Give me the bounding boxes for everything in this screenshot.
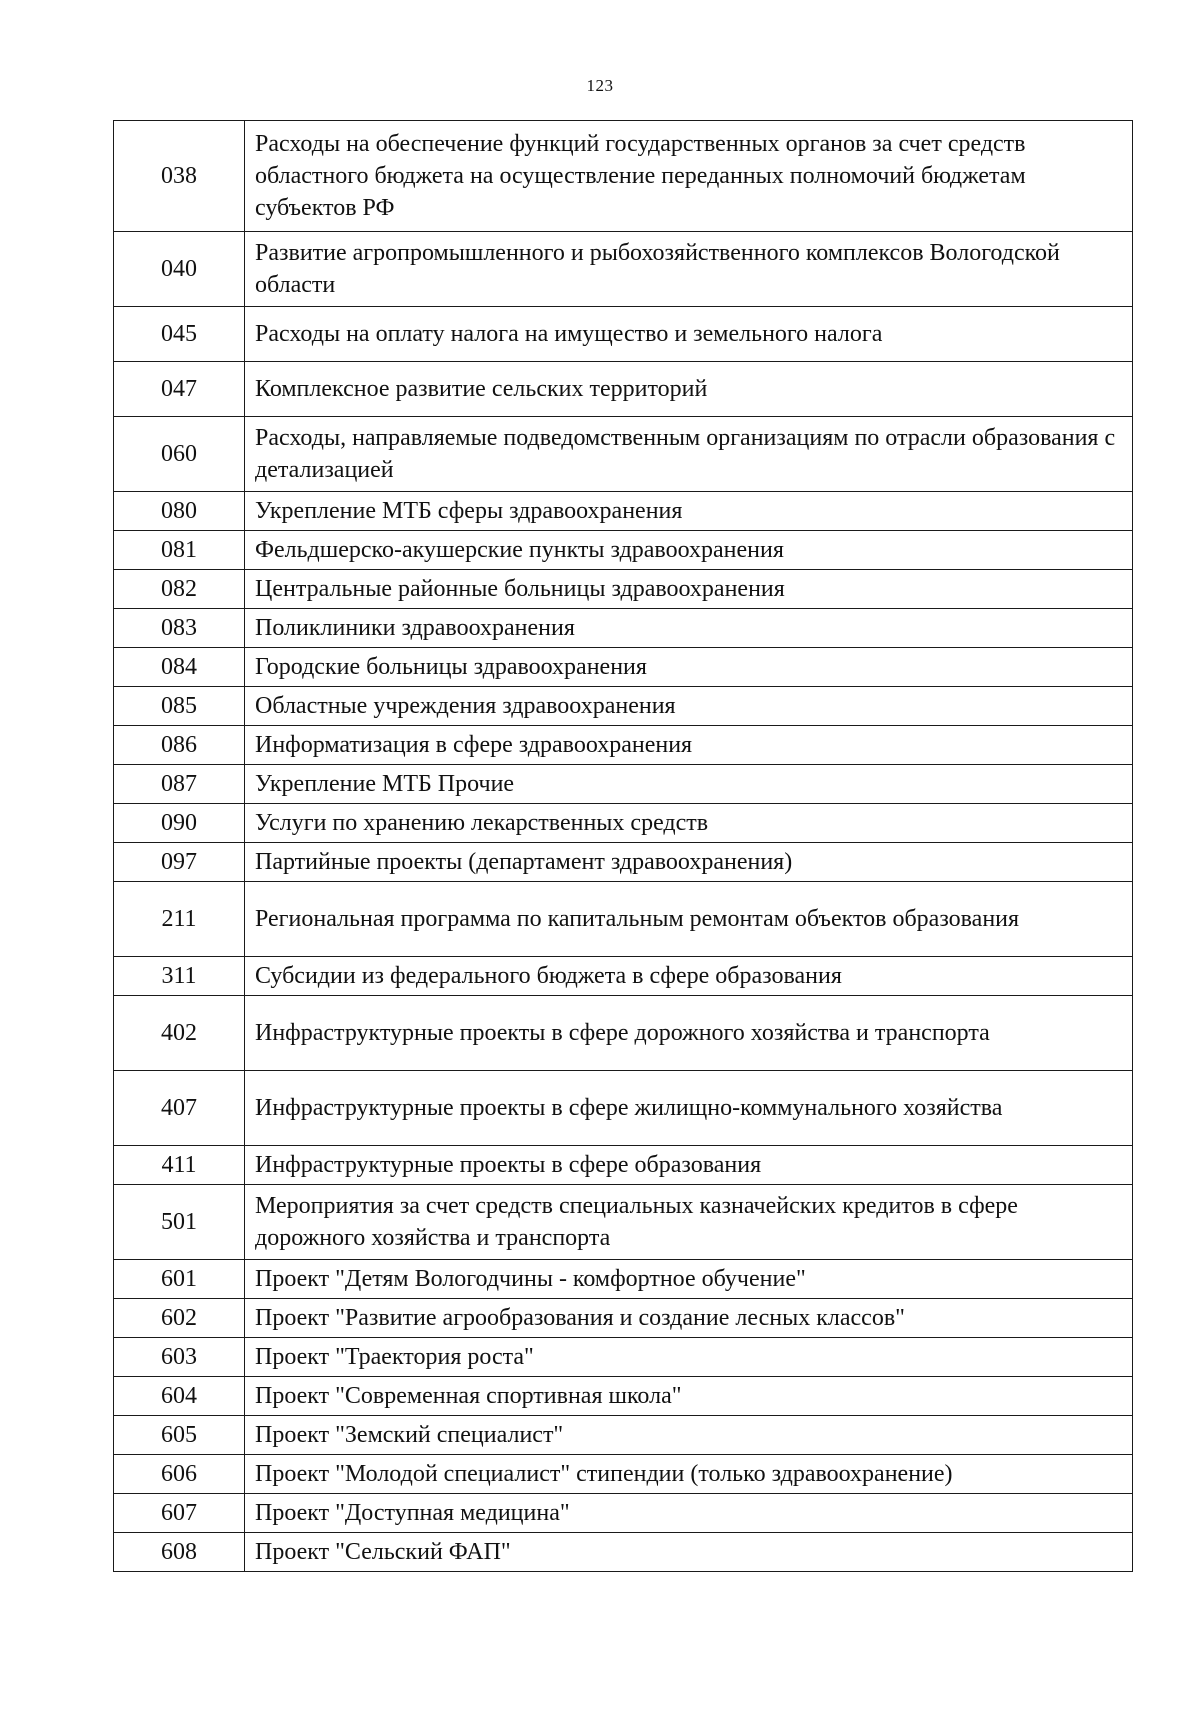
description-cell: Информатизация в сфере здравоохранения <box>245 726 1133 765</box>
code-cell: 601 <box>114 1260 245 1299</box>
code-cell: 211 <box>114 882 245 957</box>
code-cell: 407 <box>114 1071 245 1146</box>
code-cell: 087 <box>114 765 245 804</box>
table-row <box>114 1299 1133 1338</box>
code-cell: 608 <box>114 1533 245 1572</box>
code-cell: 081 <box>114 531 245 570</box>
table-row <box>114 882 1133 957</box>
code-cell: 085 <box>114 687 245 726</box>
table-row <box>114 362 1133 417</box>
page-number: 123 <box>586 76 614 95</box>
description-cell: Развитие агропромышленного и рыбохозяйственного комплексов Вологодской области <box>245 232 1133 307</box>
code-cell: 084 <box>114 648 245 687</box>
code-cell: 501 <box>114 1185 245 1260</box>
table-row <box>114 1185 1133 1260</box>
description-cell: Мероприятия за счет средств специальных казначейских кредитов в сфере дорожного хозяйства и транспорта <box>245 1185 1133 1260</box>
code-cell: 060 <box>114 417 245 492</box>
table-row <box>114 804 1133 843</box>
code-cell: 045 <box>114 307 245 362</box>
description-cell: Расходы на оплату налога на имущество и земельного налога <box>245 307 1133 362</box>
table-row <box>114 1455 1133 1494</box>
code-cell: 607 <box>114 1494 245 1533</box>
code-cell: 602 <box>114 1299 245 1338</box>
code-cell: 047 <box>114 362 245 417</box>
description-cell: Инфраструктурные проекты в сфере дорожного хозяйства и транспорта <box>245 996 1133 1071</box>
description-cell: Расходы, направляемые подведомственным организациям по отрасли образования с детализацией <box>245 417 1133 492</box>
description-cell: Инфраструктурные проекты в сфере образования <box>245 1146 1133 1185</box>
code-cell: 402 <box>114 996 245 1071</box>
code-cell: 086 <box>114 726 245 765</box>
table-row <box>114 1260 1133 1299</box>
code-cell: 603 <box>114 1338 245 1377</box>
table-row <box>114 1533 1133 1572</box>
code-cell: 606 <box>114 1455 245 1494</box>
table-row <box>114 417 1133 492</box>
description-cell: Инфраструктурные проекты в сфере жилищно-коммунального хозяйства <box>245 1071 1133 1146</box>
table-row <box>114 957 1133 996</box>
description-cell: Проект "Сельский ФАП" <box>245 1533 1133 1572</box>
description-cell: Поликлиники здравоохранения <box>245 609 1133 648</box>
description-cell: Проект "Земский специалист" <box>245 1416 1133 1455</box>
description-cell: Партийные проекты (департамент здравоохранения) <box>245 843 1133 882</box>
table-row <box>114 609 1133 648</box>
table-row <box>114 121 1133 232</box>
table-row <box>114 648 1133 687</box>
description-cell: Расходы на обеспечение функций государственных органов за счет средств областного бюджета на осуществление переданных полномочий бюджетам субъектов РФ <box>245 121 1133 232</box>
description-cell: Укрепление МТБ сферы здравоохранения <box>245 492 1133 531</box>
description-cell: Проект "Молодой специалист" стипендии (только здравоохранение) <box>245 1455 1133 1494</box>
table-row <box>114 1146 1133 1185</box>
code-cell: 411 <box>114 1146 245 1185</box>
description-cell: Проект "Траектория роста" <box>245 1338 1133 1377</box>
table-row <box>114 1494 1133 1533</box>
description-cell: Субсидии из федерального бюджета в сфере образования <box>245 957 1133 996</box>
table-row <box>114 1338 1133 1377</box>
table-row <box>114 996 1133 1071</box>
description-cell: Проект "Современная спортивная школа" <box>245 1377 1133 1416</box>
budget-codes-table <box>113 120 1133 1572</box>
code-cell: 097 <box>114 843 245 882</box>
description-cell: Фельдшерско-акушерские пункты здравоохранения <box>245 531 1133 570</box>
table-row <box>114 1071 1133 1146</box>
table-body <box>114 121 1133 1572</box>
table-row <box>114 307 1133 362</box>
code-cell: 605 <box>114 1416 245 1455</box>
table-row <box>114 1416 1133 1455</box>
table-row <box>114 765 1133 804</box>
code-cell: 083 <box>114 609 245 648</box>
code-cell: 038 <box>114 121 245 232</box>
table-row <box>114 232 1133 307</box>
table-row <box>114 843 1133 882</box>
code-cell: 090 <box>114 804 245 843</box>
description-cell: Региональная программа по капитальным ремонтам объектов образования <box>245 882 1133 957</box>
code-cell: 040 <box>114 232 245 307</box>
description-cell: Центральные районные больницы здравоохранения <box>245 570 1133 609</box>
table-row <box>114 1377 1133 1416</box>
code-cell: 080 <box>114 492 245 531</box>
table-row <box>114 531 1133 570</box>
description-cell: Укрепление МТБ Прочие <box>245 765 1133 804</box>
description-cell: Проект "Доступная медицина" <box>245 1494 1133 1533</box>
table-row <box>114 687 1133 726</box>
description-cell: Городские больницы здравоохранения <box>245 648 1133 687</box>
code-cell: 082 <box>114 570 245 609</box>
table-row <box>114 726 1133 765</box>
table-row <box>114 492 1133 531</box>
description-cell: Проект "Детям Вологодчины - комфортное обучение" <box>245 1260 1133 1299</box>
description-cell: Комплексное развитие сельских территорий <box>245 362 1133 417</box>
table-row <box>114 570 1133 609</box>
description-cell: Услуги по хранению лекарственных средств <box>245 804 1133 843</box>
description-cell: Проект "Развитие агрообразования и создание лесных классов" <box>245 1299 1133 1338</box>
description-cell: Областные учреждения здравоохранения <box>245 687 1133 726</box>
code-cell: 604 <box>114 1377 245 1416</box>
code-cell: 311 <box>114 957 245 996</box>
